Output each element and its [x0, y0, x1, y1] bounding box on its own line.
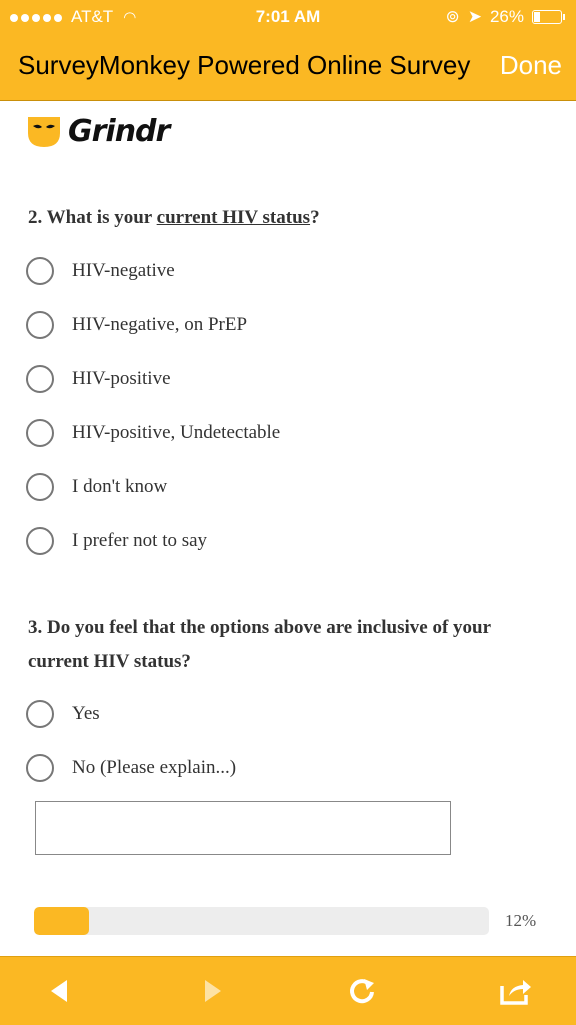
radio-button[interactable]	[26, 527, 54, 555]
rotation-lock-icon: ⊚	[445, 7, 460, 26]
radio-button[interactable]	[26, 365, 54, 393]
question-2-prefix: 2. What is your	[28, 207, 157, 228]
radio-button[interactable]	[26, 754, 54, 782]
battery-fill	[534, 12, 540, 22]
grindr-mask-icon	[26, 115, 62, 149]
explain-text-field[interactable]	[35, 801, 451, 855]
progress-fill	[34, 907, 89, 935]
question-2-title	[28, 201, 548, 235]
option-label: HIV-negative	[72, 260, 175, 281]
option-label: HIV-positive, Undetectable	[72, 422, 281, 443]
forward-icon	[199, 978, 225, 1004]
question-3-title: 3. Do you feel that the options above are inclusive of your current HIV status?	[28, 617, 491, 672]
status-bar	[0, 0, 576, 34]
option-label: HIV-negative, on PrEP	[72, 314, 248, 335]
question-2-emphasis: current HIV status	[156, 207, 311, 228]
option-label: I prefer not to say	[72, 530, 208, 551]
nav-bar	[0, 34, 576, 101]
option-label: No (Please explain...)	[72, 757, 237, 778]
grindr-logo	[26, 114, 169, 149]
q3-option-yes[interactable]	[26, 696, 100, 732]
q2-option-prefer-not-say[interactable]	[26, 523, 207, 559]
nav-title: SurveyMonkey Powered Online Survey	[18, 50, 471, 80]
question-2-suffix: ?	[310, 207, 320, 228]
location-icon: ➤	[467, 7, 482, 26]
browser-toolbar	[0, 956, 576, 1025]
q2-option-hiv-negative-prep[interactable]	[26, 307, 247, 343]
reload-icon	[347, 976, 377, 1006]
progress-bar	[34, 907, 489, 935]
option-label: Yes	[72, 703, 100, 724]
radio-button[interactable]	[26, 419, 54, 447]
q2-option-dont-know[interactable]	[26, 469, 167, 505]
q2-option-hiv-positive[interactable]	[26, 361, 171, 397]
back-button[interactable]	[40, 975, 80, 1007]
done-button[interactable]: Done	[499, 50, 562, 80]
q2-option-hiv-negative[interactable]	[26, 253, 175, 289]
q2-option-hiv-positive-undetectable[interactable]	[26, 415, 280, 451]
status-right	[445, 7, 562, 27]
carrier-name: AT&T	[71, 7, 114, 26]
radio-button[interactable]	[26, 473, 54, 501]
forward-button[interactable]	[192, 975, 232, 1007]
wifi-icon: ◠	[123, 9, 137, 26]
radio-button[interactable]	[26, 311, 54, 339]
option-label: HIV-positive	[72, 368, 171, 389]
battery-icon	[532, 10, 562, 24]
logo-text: Grindr	[68, 114, 170, 149]
status-time: 7:01 AM	[255, 7, 321, 26]
progress-percent: 12%	[505, 911, 537, 930]
back-icon	[47, 978, 73, 1004]
option-label: I don't know	[72, 476, 168, 497]
share-button[interactable]	[496, 975, 536, 1007]
share-icon	[499, 976, 533, 1006]
q3-option-no-explain[interactable]	[26, 750, 236, 786]
battery-percent: 26%	[489, 7, 524, 26]
radio-button[interactable]	[26, 257, 54, 285]
reload-button[interactable]	[342, 975, 382, 1007]
radio-button[interactable]	[26, 700, 54, 728]
